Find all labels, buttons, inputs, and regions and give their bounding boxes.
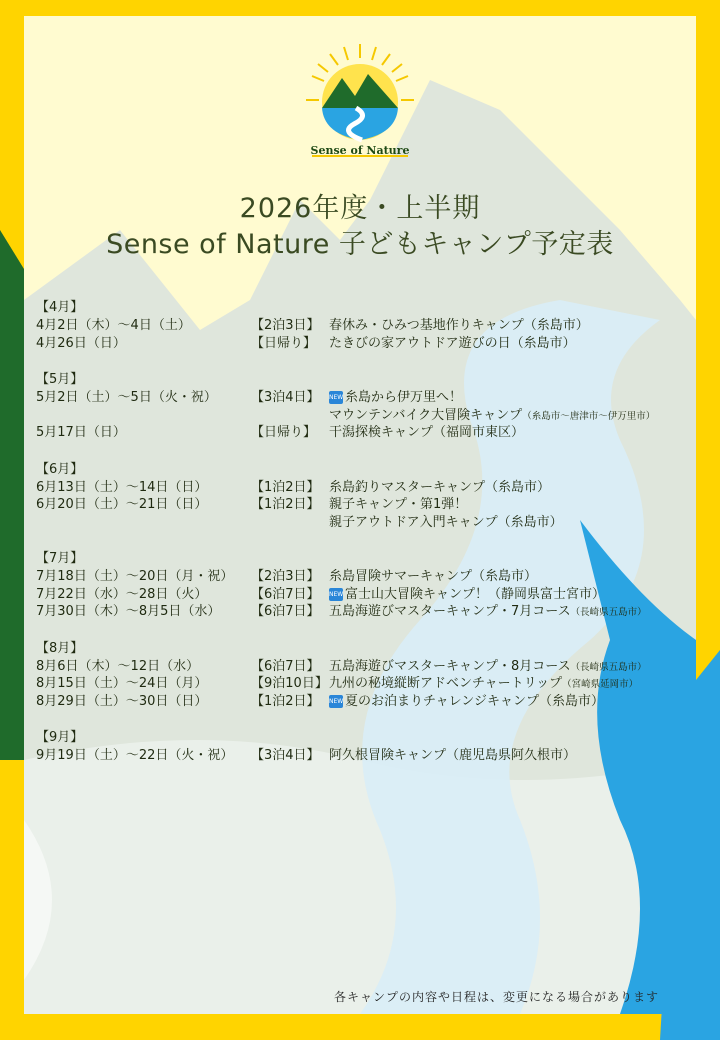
event-location-small: （宮崎県延岡市） [562, 679, 639, 690]
schedule-row [36, 407, 706, 425]
event-date: 7月18日（土）～20日（月・祝） [36, 569, 234, 584]
event-duration: 【3泊4日】 [251, 390, 320, 405]
event-duration: 【2泊3日】 [251, 569, 320, 584]
event-duration: 【1泊2日】 [251, 479, 320, 495]
event-name-wrap [329, 603, 647, 622]
event-date: 8月15日（土）～24日（月） [36, 676, 208, 691]
month-gap [36, 710, 706, 728]
schedule-row [36, 568, 706, 586]
new-badge-icon: NEW [329, 695, 343, 708]
event-name: たきびの家アウトドア遊びの日（糸島市） [329, 335, 576, 351]
event-name: 糸島釣りマスターキャンプ（糸島市） [329, 479, 551, 495]
month-heading: 【5月】 [36, 372, 84, 387]
schedule-row [36, 747, 706, 765]
month-heading: 【7月】 [36, 551, 84, 566]
event-duration: 【1泊2日】 [251, 497, 320, 512]
event-name: 五島海遊びマスターキャンプ・7月コース [329, 604, 571, 619]
event-name-wrap [329, 496, 467, 514]
month-heading: 【6月】 [36, 461, 84, 477]
event-name: 夏のお泊まりチャレンジキャンプ（糸島市） [345, 693, 604, 709]
event-name-wrap [329, 747, 576, 765]
event-duration: 【日帰り】 [251, 335, 317, 351]
page-subtitle: Sense of Nature 子どもキャンプ予定表 [106, 229, 614, 260]
event-name: 干潟探検キャンプ（福岡市東区） [329, 425, 525, 440]
new-badge-icon: NEW [329, 391, 343, 404]
event-date: 6月13日（土）～14日（日） [36, 479, 208, 495]
schedule-row [36, 496, 706, 514]
schedule-row [36, 603, 706, 621]
month-gap [36, 442, 706, 460]
event-duration: 【6泊7日】 [251, 586, 320, 602]
schedule-row [36, 658, 706, 676]
event-location-small: （長崎県五島市） [570, 607, 647, 618]
event-duration: 【9泊10日】 [251, 676, 328, 691]
event-duration: 【3泊4日】 [251, 748, 320, 763]
event-date: 9月19日（土）～22日（火・祝） [36, 748, 234, 763]
event-name-wrap [329, 479, 550, 497]
schedule-row [36, 479, 706, 497]
event-name-wrap [329, 317, 589, 335]
event-name-wrap [329, 389, 462, 407]
schedule-row [36, 424, 706, 442]
event-name-wrap [329, 335, 576, 353]
event-name: 九州の秘境縦断アドベンチャートリップ [329, 676, 563, 691]
event-date: 6月20日（土）～21日（日） [36, 497, 208, 512]
month-gap [36, 352, 706, 370]
event-duration: 【6泊7日】 [251, 658, 320, 674]
event-name: マウンテンバイク大冒険キャンプ [329, 407, 523, 423]
event-date: 7月22日（水）～28日（火） [36, 586, 208, 602]
month-heading: 【9月】 [36, 730, 84, 745]
event-date: 8月29日（土）～30日（日） [36, 693, 208, 709]
event-duration: 【2泊3日】 [251, 318, 320, 333]
event-duration: 【6泊7日】 [251, 604, 320, 619]
page-title: 2026年度・上半期 [239, 193, 481, 224]
event-name: 糸島冒険サマーキャンプ（糸島市） [329, 569, 538, 584]
event-name: 富士山大冒険キャンプ！（静岡県富士宮市） [345, 586, 606, 602]
month-gap [36, 621, 706, 639]
schedule-list [36, 298, 706, 765]
event-duration: 【1泊2日】 [251, 693, 320, 709]
event-name-wrap [329, 568, 537, 586]
event-name: 阿久根冒険キャンプ（鹿児島県阿久根市） [329, 748, 577, 763]
event-name: 親子キャンプ・第1弾！ [329, 497, 468, 512]
month-heading: 【8月】 [36, 640, 84, 656]
event-date: 4月2日（木）～4日（土） [36, 318, 191, 333]
event-name-wrap [329, 586, 605, 604]
event-date: 7月30日（木）～8月5日（水） [36, 604, 221, 619]
event-name: 親子アウトドア入門キャンプ（糸島市） [329, 514, 563, 530]
event-name: 春休み・ひみつ基地作りキャンプ（糸島市） [329, 318, 589, 333]
event-name: 糸島から伊万里へ！ [345, 390, 463, 405]
event-name-wrap [329, 407, 655, 426]
event-duration: 【日帰り】 [251, 425, 317, 440]
event-name-wrap [329, 658, 647, 677]
event-name: 五島海遊びマスターキャンプ・8月コース [329, 658, 571, 674]
schedule-row [36, 335, 706, 353]
schedule-row [36, 675, 706, 693]
event-date: 5月17日（日） [36, 425, 126, 440]
schedule-row [36, 317, 706, 335]
event-name-wrap [329, 675, 638, 694]
event-name-wrap [329, 693, 604, 711]
event-location-small: （糸島市～唐津市～伊万里市） [522, 410, 656, 422]
schedule-row [36, 514, 706, 532]
new-badge-icon: NEW [329, 588, 343, 601]
schedule-row [36, 586, 706, 604]
event-name-wrap [329, 424, 524, 442]
schedule-row [36, 693, 706, 711]
event-name-wrap [329, 514, 563, 532]
event-date: 8月6日（木）～12日（水） [36, 658, 200, 674]
event-date: 4月26日（日） [36, 335, 126, 351]
month-heading: 【4月】 [36, 300, 84, 315]
logo-icon [300, 38, 420, 164]
schedule-row [36, 389, 706, 407]
month-gap [36, 531, 706, 549]
svg-text:Sense of Nature: Sense of Nature [310, 144, 410, 157]
event-date: 5月2日（土）～5日（火・祝） [36, 390, 217, 405]
event-location-small: （長崎県五島市） [570, 661, 647, 673]
footer-note: 各キャンプの内容や日程は、変更になる場合があります [334, 990, 660, 1004]
